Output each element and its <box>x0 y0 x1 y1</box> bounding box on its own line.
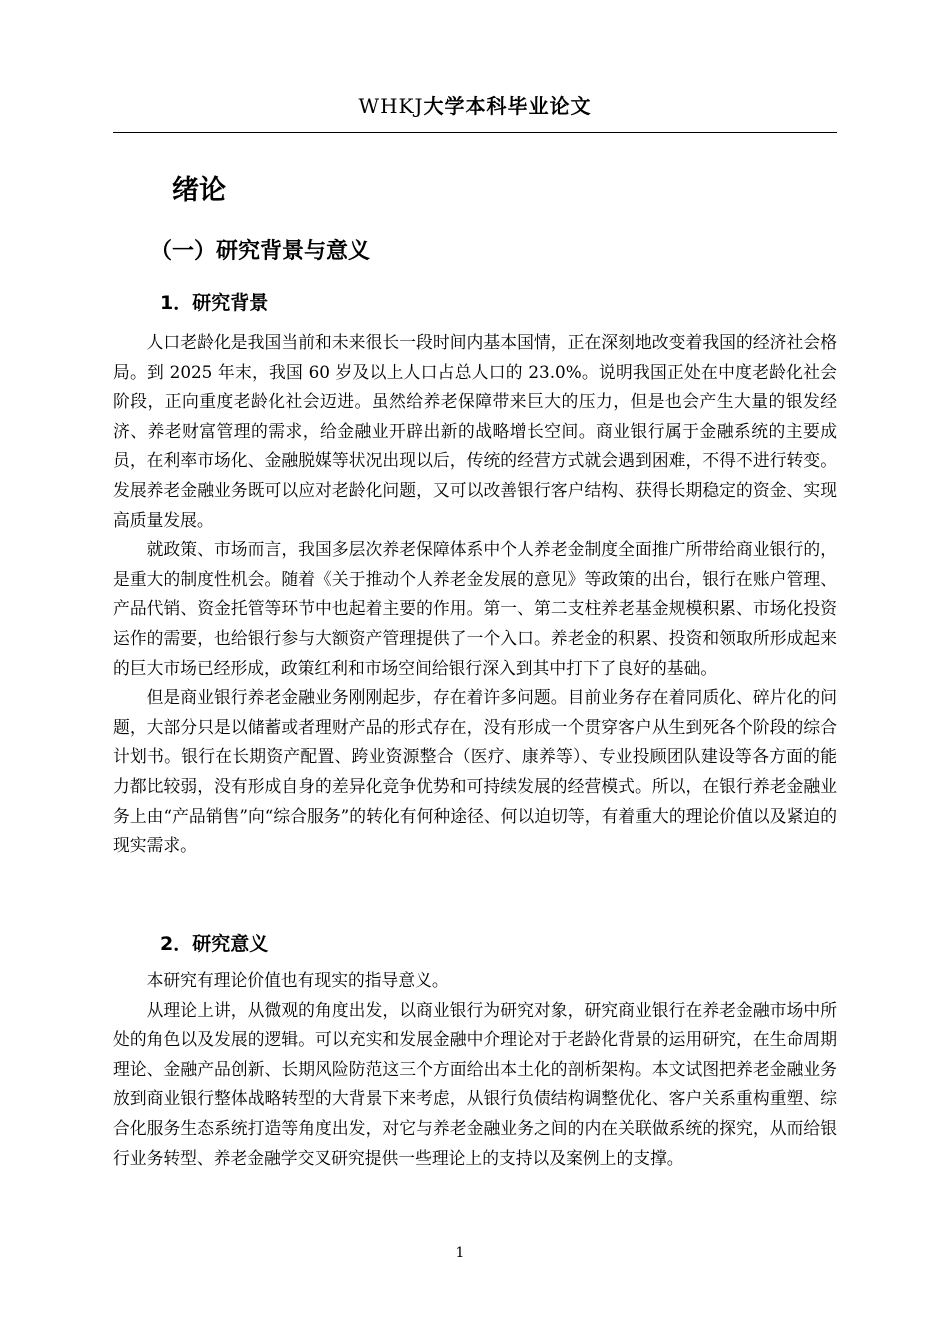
subsection-title-background: 1．研究背景 <box>160 292 269 314</box>
page-number: 1 <box>455 1245 465 1261</box>
paragraph: 人口老龄化是我国当前和未来很长一段时间内基本国情，正在深刻地改变着我国的经济社会格局。到 2025 年末，我国 60 岁及以上人口占总人口的 23.0%。说明我国正处在中度老龄化社会阶段，正向重度老龄化社会迈进。虽然给养老保障带来巨大的压力，但是也会产生大量的银发经济、养老财富管理的需求，给金融业开辟出新的战略增长空间。商业银行属于金融系统的主要成员，在利率市场化、金融脱媒等状况出现以后，传统的经营方式就会遇到困难，不得不进行转变。发展养老金融业务既可以应对老龄化问题，又可以改善银行客户结构、获得长期稳定的资金、实现高质量发展。 <box>113 332 837 530</box>
paragraph: 但是商业银行养老金融业务刚刚起步，存在着许多问题。目前业务存在着同质化、碎片化的问题，大部分只是以储蓄或者理财产品的形式存在，没有形成一个贯穿客户从生到死各个阶段的综合计划书。银行在长期资产配置、跨业资源整合（医疗、康养等）、专业投顾团队建设等各方面的能力都比较弱，没有形成自身的差异化竞争优势和可持续发展的经营模式。所以，在银行养老金融业务上由“产品销售”向“综合服务”的转化有何种途径、何以迫切等，有着重大的理论价值以及紧迫的现实需求。 <box>113 687 837 856</box>
header-rule <box>113 132 837 133</box>
header-prefix: WHKJ <box>358 94 424 118</box>
chapter-title: 绪论 <box>172 175 226 206</box>
subsection-title-significance: 2．研究意义 <box>160 933 269 955</box>
header-title: 大学本科毕业论文 <box>423 94 592 118</box>
background-body <box>113 328 837 861</box>
paragraph: 就政策、市场而言，我国多层次养老保障体系中个人养老金制度全面推广所带给商业银行的，是重大的制度性机会。随着《关于推动个人养老金发展的意见》等政策的出台，银行在账户管理、产品代销、资金托管等环节中也起着主要的作用。第一、第二支柱养老基金规模积累、市场化投资运作的需要，也给银行参与大额资产管理提供了一个入口。养老金的积累、投资和领取所形成起来的巨大市场已经形成，政策红利和市场空间给银行深入到其中打下了良好的基础。 <box>113 539 837 678</box>
section-title: （一）研究背景与意义 <box>150 239 371 264</box>
paragraph: 从理论上讲，从微观的角度出发，以商业银行为研究对象，研究商业银行在养老金融市场中所处的角色以及发展的逻辑。可以充实和发展金融中介理论对于老龄化背景的运用研究，在生命周期理论、金融产品创新、长期风险防范这三个方面给出本土化的剖析架构。本文试图把养老金融业务放到商业银行整体战略转型的大背景下来考虑，从银行负债结构调整优化、客户关系重构重塑、综合化服务生态系统打造等角度出发，对它与养老金融业务之间的内在关联做系统的探究，从而给银行业务转型、养老金融学交叉研究提供一些理论上的支持以及案例上的支撑。 <box>113 999 837 1168</box>
paragraph: 本研究有理论价值也有现实的指导意义。 <box>146 970 449 990</box>
running-header <box>113 92 837 120</box>
significance-body <box>113 966 837 1173</box>
